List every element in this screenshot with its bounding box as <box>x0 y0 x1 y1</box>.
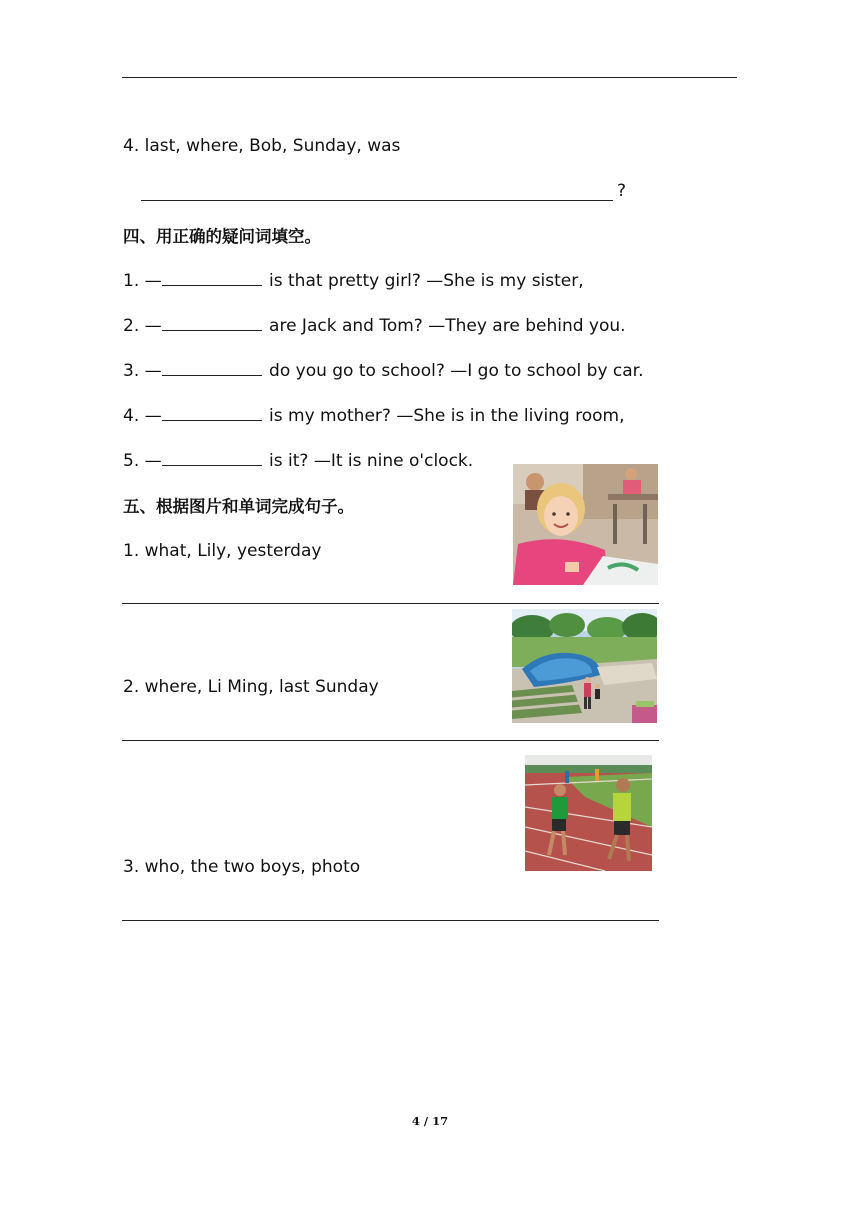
blank-field[interactable] <box>162 451 262 466</box>
answer-line[interactable] <box>122 740 659 741</box>
item-text: are Jack and Tom? —They are behind you. <box>269 316 626 336</box>
item-text: is my mother? —She is in the living room, <box>269 406 625 426</box>
item-text: is that pretty girl? —She is my sister, <box>269 271 584 291</box>
page-number: 4 / 17 <box>411 1114 449 1128</box>
picture-question-3: 3. who, the two boys, photo <box>123 857 361 877</box>
section-heading-4: 四、用正确的疑问词填空。 <box>123 227 321 246</box>
reorder-question-4: 4. last, where, Bob, Sunday, was <box>123 136 401 156</box>
item-text: do you go to school? —I go to school by car. <box>269 361 644 381</box>
picture-question-2: 2. where, Li Ming, last Sunday <box>123 677 379 697</box>
question-mark: ? <box>617 181 627 201</box>
item-number: 3. — <box>123 361 162 381</box>
picture-question-1: 1. what, Lily, yesterday <box>123 541 322 561</box>
photo-park-pool <box>512 609 657 723</box>
answer-line[interactable] <box>122 920 659 921</box>
fill-item-2 <box>123 315 626 337</box>
item-number: 5. — <box>123 451 162 471</box>
item-number: 4. — <box>123 406 162 426</box>
answer-line[interactable] <box>122 603 659 604</box>
blank-field[interactable] <box>162 361 262 376</box>
item-number: 2. — <box>123 316 162 336</box>
fill-item-3 <box>123 360 644 382</box>
fill-item-4 <box>123 405 625 427</box>
item-number: 1. — <box>123 271 162 291</box>
top-rule <box>122 77 737 78</box>
blank-field[interactable] <box>162 316 262 331</box>
fill-item-5 <box>123 450 473 472</box>
blank-field[interactable] <box>162 271 262 286</box>
answer-line[interactable] <box>141 200 613 201</box>
blank-field[interactable] <box>162 406 262 421</box>
fill-item-1 <box>123 270 584 292</box>
photo-running-boys <box>525 755 652 871</box>
section-heading-5: 五、根据图片和单词完成句子。 <box>123 497 354 516</box>
photo-girl-classroom <box>513 464 658 585</box>
item-text: is it? —It is nine o'clock. <box>269 451 474 471</box>
